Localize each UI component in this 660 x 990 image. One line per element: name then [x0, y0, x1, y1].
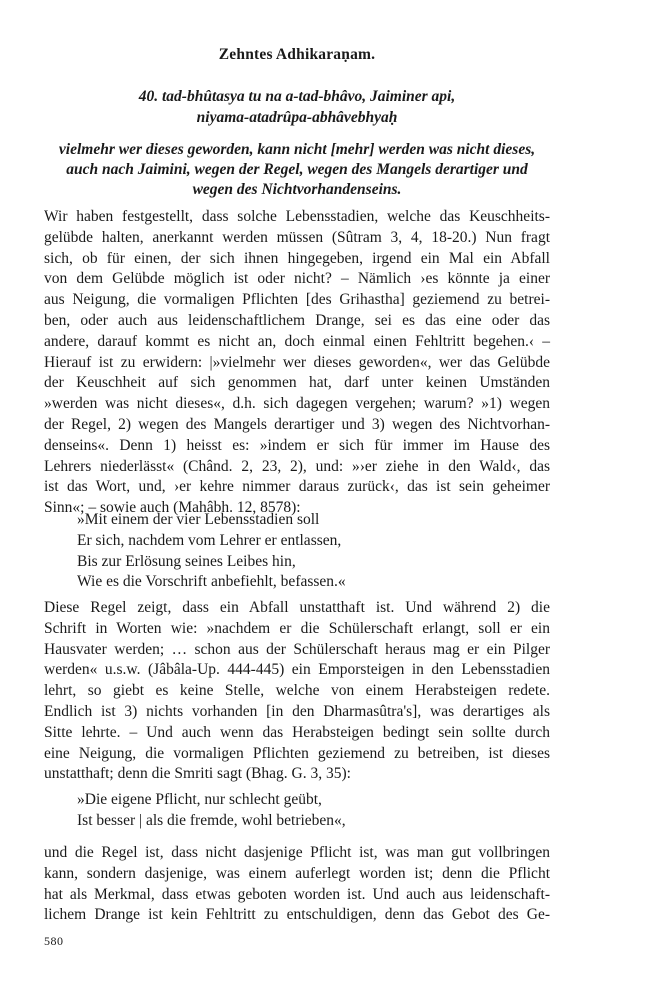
text-line: Hausvater werden; … schon aus der Schülerschaft heraus mag er ein Pilger	[44, 640, 550, 658]
text-line: sich, ob für einen, der sich ihnen hingegeben, irgend ein Mal ein Abfall	[44, 249, 550, 267]
text-line: und die Regel ist, dass nicht dasjenige Pflicht ist, was man gut vollbringen	[44, 844, 550, 861]
text-line: denseins«. Denn 1) heisst es: »indem er sich für immer im Hause des	[44, 436, 550, 454]
text-line: eine Neigung, die vormaligen Pflichten geziemend zu betreiben, ist dieses	[44, 744, 550, 762]
text-line: von dem Gelübde möglich ist oder nicht? – Nämlich ›es könnte ja einer	[44, 270, 550, 288]
verse-line: Bis zur Erlösung seines Leibes hin,	[77, 552, 296, 570]
sutra-line: 40. tad-bhûtasya tu na a-tad-bhâvo, Jaiminer api,	[138, 88, 456, 105]
verse-line: Er sich, nachdem vom Lehrer er entlassen,	[77, 531, 342, 549]
text-line: lehrt, so giebt es keine Stelle, welche von einem Herabsteigen redete.	[44, 682, 550, 700]
verse-quote-2	[77, 790, 346, 832]
text-line: ist das Wort, und, ›er kehre nimmer daraus zurück‹, das ist sein geheimer	[44, 478, 550, 496]
text-line: hat als Merkmal, dass etwas geboten worden ist. Und auch aus leidenschaft-	[44, 885, 550, 903]
text-line: gelübde halten, anerkannt werden müssen (Sûtram 3, 4, 18-20.) Nun fragt	[44, 228, 550, 246]
translation-line: vielmehr wer dieses geworden, kann nicht [mehr] werden was nicht dieses,	[58, 141, 536, 158]
sutra-text	[44, 86, 550, 128]
text-line: Schrift in Worten wie: »nachdem er die Schülerschaft erlangt, soll er ein	[44, 619, 550, 637]
sutra-translation	[44, 140, 550, 200]
chapter-heading: Zehntes Adhikaraṇam.	[218, 46, 376, 63]
text-line: Endlich ist 3) nichts vorhanden [in den Dharmasûtra's], was derartiges als	[44, 702, 550, 720]
text-line: Hierauf ist zu erwidern: |»vielmehr wer dieses geworden«, wer das Gelübde	[44, 353, 550, 371]
commentary-paragraph-3	[44, 843, 550, 926]
commentary-paragraph-1	[44, 207, 550, 519]
verse-quote-1	[77, 510, 346, 593]
verse-line: Wie es die Vorschrift anbefiehlt, befassen.«	[77, 573, 346, 591]
text-line: Sitte lehrte. – Und auch wenn das Herabsteigen bedingt sein sollte durch	[44, 723, 550, 741]
text-line: andere, darauf kommt es nicht an, doch einmal einen Fehltritt begehen.‹ –	[44, 332, 550, 350]
text-line: »werden was nicht dieses«, d.h. sich dagegen vergehen; warum? »1) wegen	[44, 395, 550, 413]
text-line: unstatthaft; denn die Smriti sagt (Bhag. G. 3, 35):	[44, 765, 351, 783]
verse-line: »Mit einem der vier Lebensstadien soll	[77, 511, 320, 528]
text-line: Diese Regel zeigt, dass ein Abfall unstatthaft ist. Und während 2) die	[44, 599, 550, 616]
text-line: Lehrers niederlässt« (Chând. 2, 23, 2), und: »›er ziehe in den Wald‹, das	[44, 457, 550, 475]
text-line: aus Neigung, die vormaligen Pflichten [des Grihastha] geziemend zu betrei-	[44, 291, 550, 309]
commentary-paragraph-2	[44, 598, 550, 785]
page-number: 580	[44, 934, 64, 948]
verse-line: »Die eigene Pflicht, nur schlecht geübt,	[77, 791, 322, 808]
sutra-line: niyama-atadrûpa-abhâvebhyaḥ	[196, 109, 398, 126]
text-line: ben, oder auch aus leidenschaftlichem Drange, sei es das eine oder das	[44, 311, 550, 329]
text-line: der Regel, 2) wegen des Mangels derartiger und 3) wegen des Nichtvorhan-	[44, 415, 550, 433]
translation-line: wegen des Nichtvorhandenseins.	[192, 181, 402, 198]
text-line: Wir haben festgestellt, dass solche Lebensstadien, welche das Keuschheits-	[44, 208, 550, 225]
text-line: der Keuschheit auf sich genommen hat, darf unter keinen Umständen	[44, 374, 550, 392]
verse-line: Ist besser | als die fremde, wohl betrieben«,	[77, 811, 346, 829]
text-line: werden« u.s.w. (Jâbâla-Up. 444-445) ein Emporsteigen in den Lebensstadien	[44, 661, 550, 679]
text-line: Sinn«; – sowie auch (Mahâbh. 12, 8578):	[44, 499, 301, 517]
translation-line: auch nach Jaimini, wegen der Regel, wegen des Mangels derartiger und	[66, 161, 528, 178]
text-line: lichem Drange ist kein Fehltritt zu entschuldigen, denn das Gebot des Ge-	[44, 906, 550, 924]
text-line: kann, sondern dasjenige, was einem auferlegt worden ist; denn die Pflicht	[44, 864, 550, 882]
